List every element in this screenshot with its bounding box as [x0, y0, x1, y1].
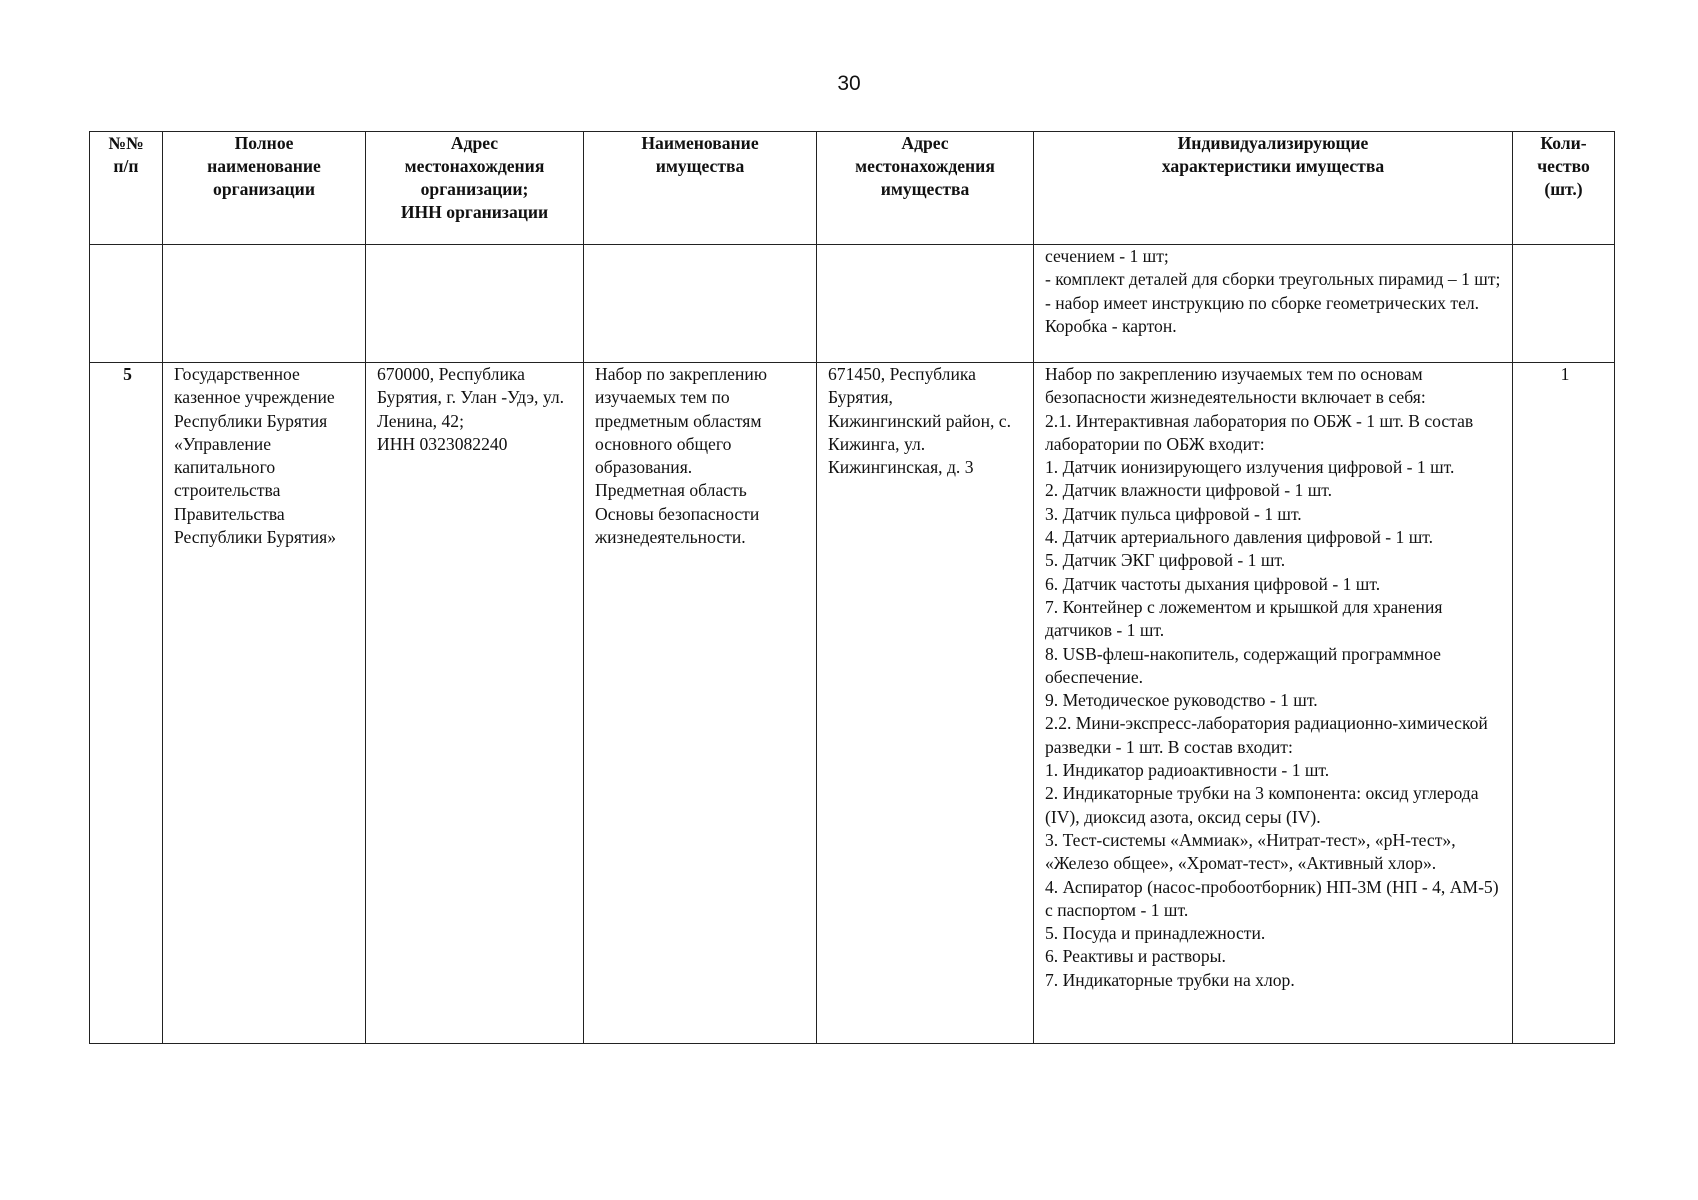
cell-empty	[90, 245, 163, 363]
cell-empty	[366, 245, 584, 363]
header-property-address: Адрес местонахождения имущества	[817, 132, 1034, 245]
header-property-name: Наименование имущества	[584, 132, 817, 245]
cell-quantity: 1	[1513, 363, 1615, 1044]
cell-property-name: Набор по закреплению изучаемых тем по предметным областям основного общего образования. Предметная область Основы безопасности жизнедеятельности.	[584, 363, 817, 1044]
cell-characteristics: Набор по закреплению изучаемых тем по основам безопасности жизнедеятельности включает в себя: 2.1. Интерактивная лаборатория по ОБЖ - 1 шт. В состав лаборатории по ОБЖ входит: 1. Датчик ионизирующего излучения цифровой - 1 шт. 2. Датчик влажности цифровой - 1 шт. 3. Датчик пульса цифровой - 1 шт. 4. Датчик артериального давления цифровой - 1 шт. 5. Датчик ЭКГ цифровой - 1 шт. 6. Датчик частоты дыхания цифровой - 1 шт. 7. Контейнер с ложементом и крышкой для хранения датчиков - 1 шт. 8. USB-флеш-накопитель, содержащий программное обеспечение. 9. Методическое руководство - 1 шт. 2.2. Мини-экспресс-лаборатория радиационно-химической разведки - 1 шт. В состав входит: 1. Индикатор радиоактивности - 1 шт. 2. Индикаторные трубки на 3 компонента: оксид углерода (IV), диоксид азота, оксид серы (IV). 3. Тест-системы «Аммиак», «Нитрат-тест», «pH-тест», «Железо общее», «Хромат-тест», «Активный хлор». 4. Аспиратор (насос-пробоотборник) НП-3М (НП - 4, АМ-5) с паспортом - 1 шт. 5. Посуда и принадлежности. 6. Реактивы и растворы. 7. Индикаторные трубки на хлор.	[1034, 363, 1513, 1044]
cell-org-name: Государственное казенное учреждение Республики Бурятия «Управление капитального строительства Правительства Республики Бурятия»	[163, 363, 366, 1044]
table-row	[90, 363, 1615, 1044]
header-num: №№ п/п	[90, 132, 163, 245]
cell-empty	[817, 245, 1034, 363]
cell-org-address: 670000, Республика Бурятия, г. Улан -Удэ, ул. Ленина, 42; ИНН 0323082240	[366, 363, 584, 1044]
header-quantity: Коли- чество (шт.)	[1513, 132, 1615, 245]
cell-empty	[1513, 245, 1615, 363]
property-table	[89, 131, 1615, 1044]
table-header-row	[90, 132, 1615, 245]
cell-property-address: 671450, Республика Бурятия, Кижингинский район, с. Кижинга, ул. Кижингинская, д. 3	[817, 363, 1034, 1044]
cell-empty	[584, 245, 817, 363]
header-characteristics: Индивидуализирующие характеристики имущества	[1034, 132, 1513, 245]
page-number: 30	[837, 72, 861, 95]
header-org-name: Полное наименование организации	[163, 132, 366, 245]
header-org-address: Адрес местонахождения организации; ИНН организации	[366, 132, 584, 245]
cell-empty	[163, 245, 366, 363]
cell-num: 5	[90, 363, 163, 1044]
table-row-continuation	[90, 245, 1615, 363]
cell-characteristics-continuation: сечением - 1 шт; - комплект деталей для сборки треугольных пирамид – 1 шт; - набор имеет инструкцию по сборке геометрических тел. Коробка - картон.	[1034, 245, 1513, 363]
